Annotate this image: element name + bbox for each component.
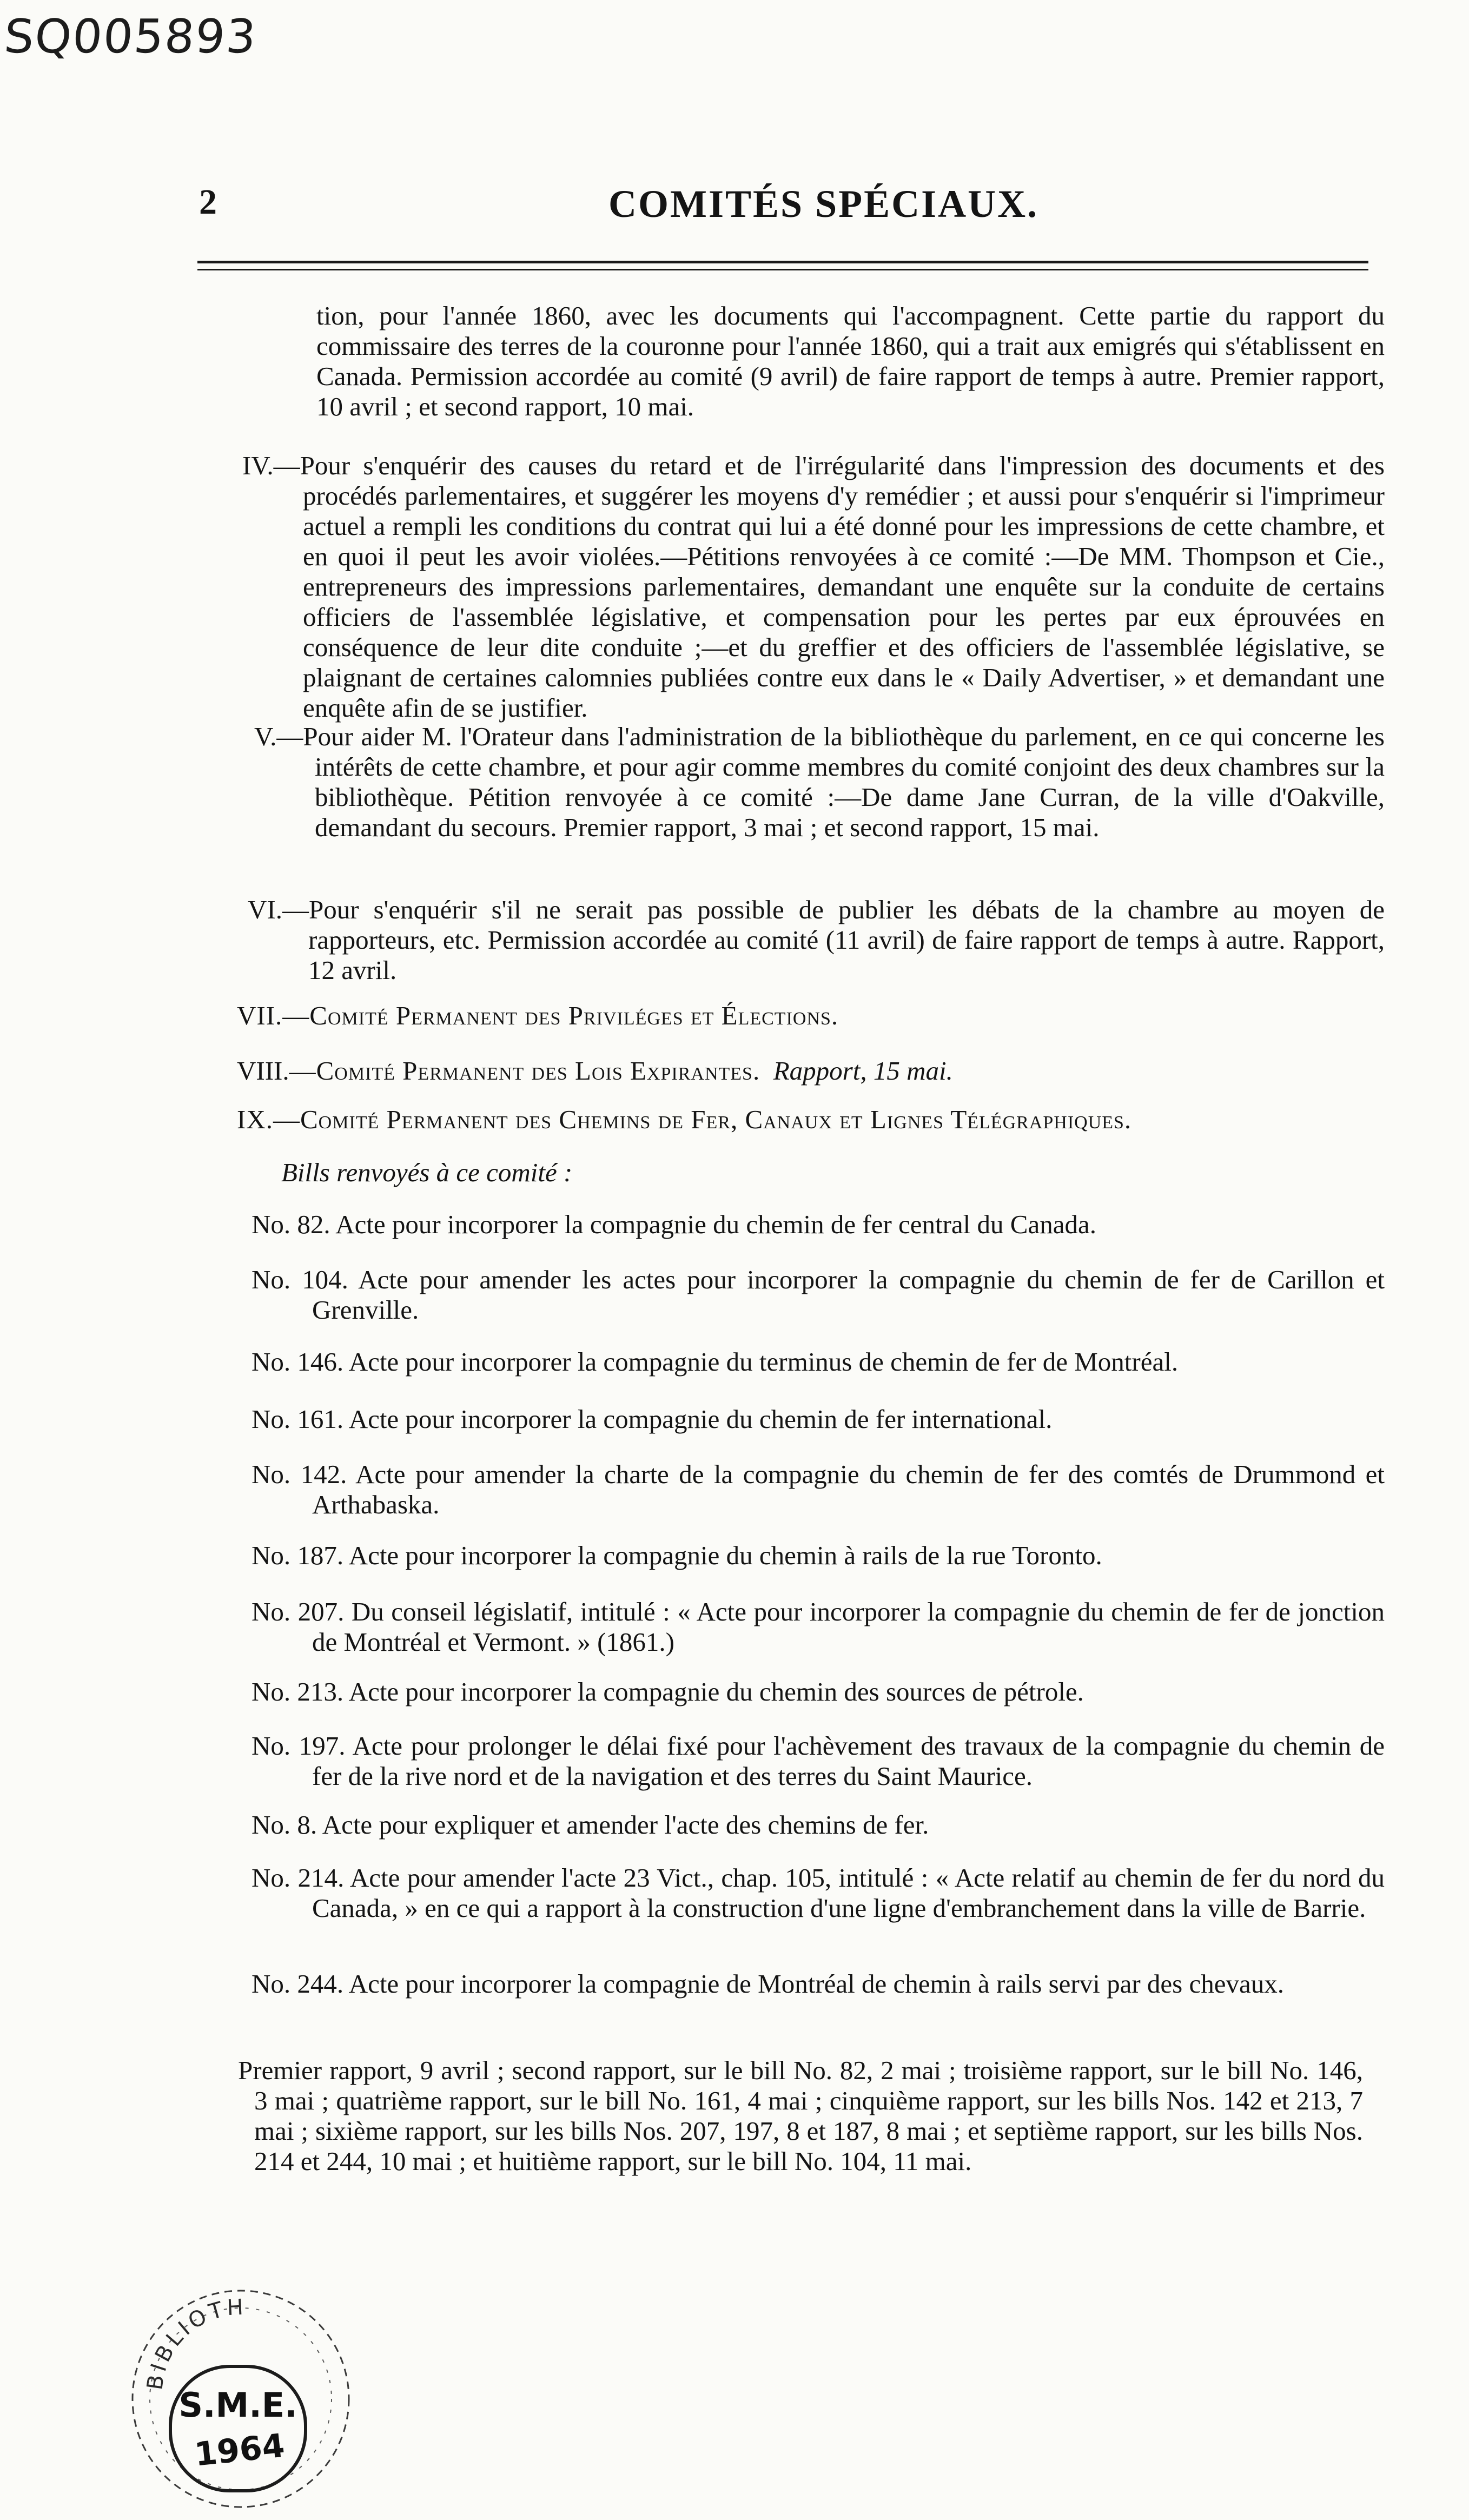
header-rule-thick	[197, 261, 1368, 263]
bill-number: No. 82.	[252, 1209, 330, 1239]
section-ix	[237, 1104, 1385, 1135]
section-label: V.	[254, 722, 277, 751]
bill-text: Acte pour amender les actes pour incorporer la compagnie du chemin de fer de Carillon et Grenville.	[312, 1265, 1385, 1325]
section-vii	[237, 1001, 1385, 1031]
bill-number: No. 207.	[252, 1597, 345, 1626]
bill-number: No. 197.	[252, 1731, 346, 1761]
bill-number: No. 146.	[252, 1347, 344, 1377]
bill-item	[252, 1969, 1385, 1999]
bill-text: Du conseil législatif, intitulé : « Acte pour incorporer la compagnie du chemin de fer de jonction de Montréal et Vermont. » (1861.)	[312, 1597, 1385, 1657]
bill-item	[252, 1265, 1385, 1325]
bill-number: No. 104.	[252, 1265, 348, 1294]
section-text: —Pour s'enquérir s'il ne serait pas possible de publier les débats de la chambre au moyen de rapporteurs, etc. Permission accordée au comité (11 avril) de faire rapport de temps à autre. Rapport, 12 avril.	[282, 895, 1385, 985]
section-label: IX.	[237, 1104, 273, 1134]
section-text: —Pour s'enquérir des causes du retard et de l'irrégularité dans l'impression des documents et des procédés parlementaires, et suggérer les moyens d'y remédier ; et aussi pour s'enquérir si l'imprimeur actuel a rempli les conditions du contrat qui lui a été donné pour les impressions de cette chambre, et en quoi il peut les avoir violées.—Pétitions renvoyées à ce comité :—De MM. Thompson et Cie., entrepreneurs des impressions parlementaires, demandant une enquête sur la conduite de certains officiers de l'assemblée législative, et compensation pour les pertes par eux éprouvées en conséquence de leur dite conduite ;—et du greffier et des officiers de l'assemblée législative, se plaignant de certaines calomnies publiées contre eux dans le « Daily Advertiser, » et demandant une enquête afin de se justifier.	[273, 451, 1385, 723]
bill-text: Acte pour amender la charte de la compagnie du chemin de fer des comtés de Drummond et Arthabaska.	[312, 1459, 1385, 1519]
bill-number: No. 214.	[252, 1863, 345, 1893]
stamp-line2: 1964	[193, 2426, 287, 2474]
bill-item	[252, 1459, 1385, 1520]
section-text: —Pour aider M. l'Orateur dans l'administration de la bibliothèque du parlement, en ce qui concerne les intérêts de cette chambre, et pour agir comme membres du comité conjoint des deux chambres sur la bibliothèque. Pétition renvoyée à ce comité :—De dame Jane Curran, de la ville d'Oakville, demandant du secours. Premier rapport, 3 mai ; et second rapport, 15 mai.	[276, 722, 1385, 842]
section-label: IV.	[242, 451, 274, 480]
bill-item	[252, 1540, 1385, 1571]
running-title: COMITÉS SPÉCIAUX.	[608, 182, 1039, 226]
header-rule-thin	[197, 269, 1368, 270]
continuation-paragraph: tion, pour l'année 1860, avec les documents qui l'accompagnent. Cette partie du rapport du commissaire des terres de la couronne pour l'année 1860, qui a trait aux emigrés qui s'établissent en Canada. Permission accordée au comité (9 avril) de faire rapport de temps à autre. Premier rapport, 10 avril ; et second rapport, 10 mai.	[316, 301, 1385, 421]
bill-text: Acte pour expliquer et amender l'acte des chemins de fer.	[322, 1810, 929, 1840]
section-viii	[237, 1056, 1385, 1086]
section-iv	[242, 451, 1385, 723]
bill-number: No. 244.	[252, 1969, 344, 1999]
stamp-arc-text: BIBLIOTH	[142, 2294, 247, 2392]
page-number: 2	[199, 182, 217, 222]
section-label: VII.	[237, 1001, 283, 1030]
bill-item	[252, 1209, 1385, 1240]
section-text: —Comité Permanent des Priviléges et Élections.	[282, 1001, 839, 1030]
bill-item	[252, 1597, 1385, 1657]
library-stamp	[111, 2266, 365, 2515]
bill-item	[252, 1863, 1385, 1923]
bill-item	[252, 1404, 1385, 1434]
bill-number: No. 213.	[252, 1677, 344, 1707]
bill-text: Acte pour incorporer la compagnie du terminus de chemin de fer de Montréal.	[348, 1347, 1179, 1377]
bill-item	[252, 1731, 1385, 1791]
bill-number: No. 142.	[252, 1459, 347, 1489]
stamp-line1: S.M.E.	[178, 2385, 297, 2425]
bill-item	[252, 1810, 1385, 1840]
bill-number: No. 161.	[252, 1404, 344, 1434]
bill-text: Acte pour incorporer la compagnie de Montréal de chemin à rails servi par des chevaux.	[348, 1969, 1284, 1999]
section-text: —Comité Permanent des Chemins de Fer, Canaux et Lignes Télégraphiques.	[273, 1104, 1132, 1134]
bill-item	[252, 1347, 1385, 1377]
reports-summary: Premier rapport, 9 avril ; second rapport, sur le bill No. 82, 2 mai ; troisième rapport, sur le bill No. 146, 3 mai ; quatrième rapport, sur le bill No. 161, 4 mai ; cinquième rapport, sur les bills Nos. 142 et 213, 7 mai ; sixième rapport, sur les bills Nos. 207, 197, 8 et 187, 8 mai ; et septième rapport, sur les bills Nos. 214 et 244, 10 mai ; et huitième rapport, sur le bill No. 104, 11 mai.	[238, 2055, 1363, 2176]
bill-text: Acte pour incorporer la compagnie du chemin de fer central du Canada.	[335, 1209, 1096, 1239]
section-note: Rapport, 15 mai.	[773, 1056, 953, 1086]
bill-text: Acte pour prolonger le délai fixé pour l'achèvement des travaux de la compagnie du chemin de fer de la rive nord et de la navigation et des terres du Saint Maurice.	[312, 1731, 1385, 1791]
section-label: VI.	[248, 895, 282, 924]
bill-number: No. 187.	[252, 1540, 344, 1570]
bill-text: Acte pour amender l'acte 23 Vict., chap. 105, intitulé : « Acte relatif au chemin de fer du nord du Canada, » en ce qui a rapport à la construction d'une ligne d'embranchement dans la ville de Barrie.	[312, 1863, 1385, 1923]
bill-number: No. 8.	[252, 1810, 317, 1840]
bill-text: Acte pour incorporer la compagnie du chemin des sources de pétrole.	[348, 1677, 1084, 1707]
bill-text: Acte pour incorporer la compagnie du chemin de fer international.	[348, 1404, 1053, 1434]
section-vi	[248, 895, 1385, 985]
bills-heading: Bills renvoyés à ce comité :	[281, 1158, 573, 1187]
bill-text: Acte pour incorporer la compagnie du chemin à rails de la rue Toronto.	[348, 1540, 1102, 1570]
section-v	[254, 722, 1385, 843]
section-label: VIII.	[237, 1056, 289, 1086]
section-text: —Comité Permanent des Lois Expirantes.	[289, 1056, 760, 1086]
bill-item	[252, 1677, 1385, 1707]
catalog-number: SQ005893	[2, 10, 259, 64]
